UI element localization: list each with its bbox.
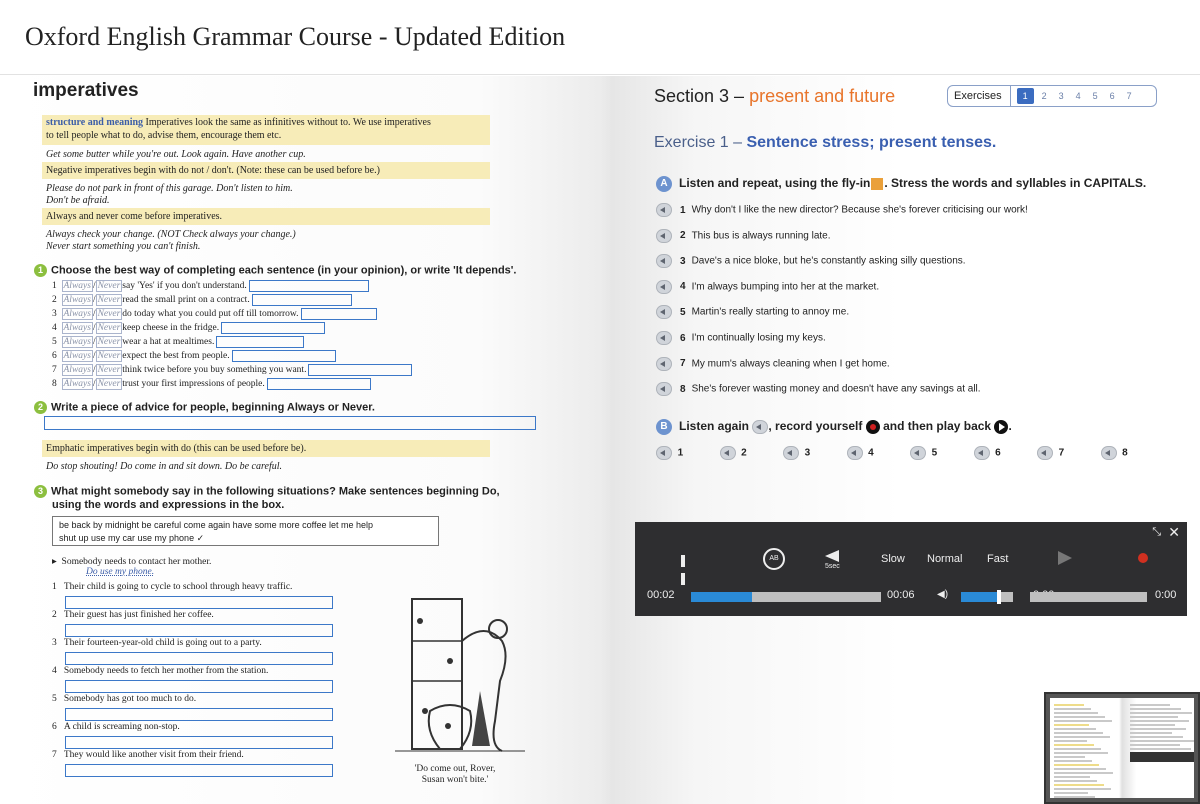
answer-input[interactable]: [221, 322, 325, 334]
always-chip[interactable]: Always: [63, 337, 91, 348]
item-text: She's forever wasting money and doesn't have any savings at all.: [691, 383, 981, 395]
instruction-b: [656, 419, 1012, 435]
sentence-text: wear a hat at mealtimes.: [122, 337, 215, 348]
time-total: 00:06: [887, 589, 915, 601]
question-1-text: Choose the best way of completing each sentence (in your opinion), or write 'It depends'.: [51, 264, 517, 277]
grammar-example: Get some butter while you're out. Look again. Have another cup.: [46, 149, 306, 160]
situation-number: 4: [52, 666, 57, 676]
situation-number: 2: [52, 610, 57, 620]
grammar-text: Negative imperatives begin with do not / don't. (Note: these can be used before be.): [46, 165, 380, 176]
instruction-b-text: Listen again: [679, 419, 750, 434]
illustration-caption: [395, 764, 515, 786]
thumbnail-line: [1054, 708, 1091, 710]
exercise-item: [656, 357, 890, 371]
never-chip[interactable]: Never: [97, 323, 121, 334]
exercise-item: [656, 382, 981, 396]
speaker-icon[interactable]: [656, 254, 672, 268]
thumbnail-line: [1054, 760, 1092, 762]
speaker-icon: [910, 446, 926, 460]
speaker-icon[interactable]: [656, 331, 672, 345]
exercise-tab-6[interactable]: 6: [1109, 91, 1115, 101]
situation-number: 7: [52, 750, 57, 760]
grammar-text: to tell people what to do, advise them, encourage them etc.: [46, 130, 282, 141]
speaker-icon: [847, 446, 863, 460]
thumbnail-line: [1054, 796, 1095, 798]
situation-answer-input[interactable]: [65, 624, 333, 637]
thumbnail-line: [1130, 704, 1170, 706]
sentence-number: 3: [52, 309, 57, 320]
thumbnail-line: [1130, 712, 1192, 714]
situation-number: 1: [52, 582, 57, 592]
playback-item[interactable]: [783, 446, 810, 460]
letter-b-icon: B: [656, 419, 672, 435]
exercises-label: Exercises: [948, 86, 1011, 106]
never-chip[interactable]: Never: [97, 351, 121, 362]
situation-answer-input[interactable]: [65, 764, 333, 777]
close-icon[interactable]: ✕: [1168, 524, 1180, 540]
situation-number: 6: [52, 722, 57, 732]
situation-number: 5: [52, 694, 57, 704]
speaker-icon[interactable]: [656, 203, 672, 217]
speaker-icon[interactable]: [656, 280, 672, 294]
question-number-icon: 1: [34, 264, 47, 277]
grammar-text: Always and never come before imperatives.: [46, 211, 223, 222]
situation-sentence: Their fourteen-year-old child is going out to a party.: [63, 638, 262, 648]
example-text: Somebody needs to contact her mother.: [61, 557, 212, 567]
record-icon: [866, 420, 880, 434]
app-header: [0, 0, 1200, 75]
thumbnail-line: [1130, 736, 1183, 738]
ab-repeat-button[interactable]: AB: [763, 548, 785, 570]
thumbnail-line: [1054, 732, 1103, 734]
playback-number: 7: [1058, 447, 1065, 459]
grammar-example: Do stop shouting! Do come in and sit down. Do be careful.: [46, 461, 283, 472]
grammar-example: Don't be afraid.: [46, 195, 110, 206]
never-chip[interactable]: Never: [97, 281, 121, 292]
situation-text: [52, 750, 244, 760]
answer-input[interactable]: [267, 378, 371, 390]
play-recording-button[interactable]: [1058, 551, 1072, 565]
answer-input[interactable]: [232, 350, 336, 362]
skip-back-button[interactable]: [825, 550, 840, 570]
sentence-row: 7 Always / Never think twice before you buy something you want.: [52, 364, 412, 377]
speed-normal-button[interactable]: Normal: [927, 553, 963, 565]
section-heading: [654, 86, 895, 107]
exercise-name: Sentence stress; present tenses.: [746, 134, 997, 151]
sentence-row: 4 Always / Never keep cheese in the fridge.: [52, 322, 325, 335]
thumbnail-line: [1054, 744, 1094, 746]
thumbnail-line: [1130, 708, 1181, 710]
instruction-a: [656, 176, 1146, 192]
exercise-tab-7[interactable]: 7: [1126, 91, 1132, 101]
volume-knob[interactable]: [997, 590, 1001, 604]
instruction-b-text: and then play back: [883, 419, 992, 434]
situation-answer-input[interactable]: [65, 708, 333, 721]
thumbnail-line: [1054, 704, 1084, 706]
exercise-tab-2[interactable]: 2: [1041, 91, 1047, 101]
always-chip[interactable]: Always: [63, 365, 91, 376]
sentence-text: do today what you could put off till tomorrow.: [122, 309, 299, 320]
thumbnail-line: [1054, 752, 1108, 754]
sentence-row: 1 Always / Never say 'Yes' if you don't understand.: [52, 280, 369, 293]
speaker-icon[interactable]: [656, 357, 672, 371]
thumbnail-line: [1130, 744, 1180, 746]
item-number: 5: [680, 307, 686, 319]
speaker-icon: [974, 446, 990, 460]
situation-answer-input[interactable]: [65, 596, 333, 609]
answer-input[interactable]: [252, 294, 352, 306]
audio-player: [635, 522, 1187, 616]
volume-fill: [961, 592, 997, 602]
speaker-icon[interactable]: [656, 229, 672, 243]
playback-number: 3: [804, 447, 811, 459]
answer-input[interactable]: [216, 336, 304, 348]
thumbnail-line: [1054, 780, 1097, 782]
thumbnail-line: [1054, 784, 1104, 786]
exercise-item: [656, 331, 826, 345]
speaker-icon: [720, 446, 736, 460]
instruction-a-text: . Stress the words and syllables in CAPITALS.: [884, 176, 1147, 191]
sentence-text: think twice before you buy something you want.: [122, 365, 307, 376]
thumbnail-line: [1130, 724, 1175, 726]
playback-item[interactable]: [656, 446, 683, 460]
sentence-number: 4: [52, 323, 57, 334]
sentence-number: 6: [52, 351, 57, 362]
item-number: 7: [680, 358, 686, 370]
progress-bar[interactable]: [691, 592, 881, 602]
playback-item[interactable]: [974, 446, 1001, 460]
exercise-tabs: [947, 85, 1157, 107]
speed-fast-button[interactable]: Fast: [987, 553, 1009, 565]
grammar-example: Always check your change. (NOT Check always your change.): [46, 229, 296, 240]
situation-text: [52, 694, 196, 704]
always-chip[interactable]: Always: [63, 309, 91, 320]
thumbnail-line: [1054, 728, 1096, 730]
thumbnail-line: [1054, 776, 1090, 778]
playback-item[interactable]: [1101, 446, 1128, 460]
phrase-box: [52, 516, 439, 546]
question-3-text: What might somebody say in the following situations? Make sentences beginning Do,: [51, 485, 500, 498]
pause-button[interactable]: [681, 554, 693, 566]
question-2-text: Write a piece of advice for people, beginning Always or Never.: [51, 401, 375, 414]
never-chip[interactable]: Never: [97, 295, 121, 306]
section-label: Section 3 –: [654, 86, 750, 106]
playback-item[interactable]: [910, 446, 937, 460]
speaker-icon: [1037, 446, 1053, 460]
grammar-example: Never start something you can't finish.: [46, 241, 201, 252]
item-number: 2: [680, 230, 686, 242]
item-number: 3: [680, 255, 686, 267]
thumbnail-line: [1054, 720, 1112, 722]
speaker-icon: [1101, 446, 1117, 460]
situation-text: [52, 582, 292, 592]
never-chip[interactable]: Never: [97, 379, 121, 390]
sentence-number: 2: [52, 295, 57, 306]
item-text: I'm always bumping into her at the market.: [691, 281, 880, 293]
situation-sentence: Somebody needs to fetch her mother from the station.: [63, 666, 269, 676]
always-chip[interactable]: Always: [63, 351, 91, 362]
situation-sentence: Their guest has just finished her coffee.: [63, 610, 214, 620]
always-chip[interactable]: Always: [63, 379, 91, 390]
exercise-tab-4[interactable]: 4: [1075, 91, 1081, 101]
always-chip[interactable]: Always: [63, 295, 91, 306]
sentence-text: trust your first impressions of people.: [122, 379, 265, 390]
app-title: Oxford English Grammar Course - Updated Edition: [25, 22, 566, 51]
recording-bar: [1030, 592, 1147, 602]
thumbnail-line: [1130, 716, 1178, 718]
volume-slider[interactable]: [961, 592, 1013, 602]
question-3-text-line2: using the words and expressions in the box.: [52, 499, 285, 511]
playback-item[interactable]: [1037, 446, 1064, 460]
exercise-item: [656, 203, 1028, 217]
playback-time: 0:00: [1155, 589, 1177, 601]
question-1: [34, 264, 516, 277]
speaker-icon[interactable]: [656, 305, 672, 319]
thumbnail-line: [1130, 728, 1186, 730]
playback-number: 5: [931, 447, 938, 459]
always-chip[interactable]: Always: [63, 281, 91, 292]
situation-text: [52, 666, 268, 676]
item-text: I'm continually losing my keys.: [691, 332, 826, 344]
grammar-example: Please do not park in front of this garage. Don't listen to him.: [46, 183, 293, 194]
answer-input[interactable]: [249, 280, 369, 292]
volume-icon[interactable]: ◀): [937, 589, 949, 600]
thumbnail-line: [1130, 720, 1189, 722]
thumbnail-line: [1054, 764, 1099, 766]
thumbnail-player: [1130, 752, 1194, 762]
speed-slow-button[interactable]: Slow: [881, 553, 905, 565]
situation-text: [52, 638, 262, 648]
thumbnail-page: [1050, 698, 1194, 798]
situation-answer-input[interactable]: [65, 652, 333, 665]
answer-input[interactable]: [301, 308, 377, 320]
playback-number: 1: [677, 447, 684, 459]
exercise-tab-numbers: [1011, 88, 1138, 104]
speaker-icon[interactable]: [656, 382, 672, 396]
answer-input[interactable]: [308, 364, 412, 376]
thumbnail-line: [1130, 740, 1194, 742]
section-topic: present and future: [749, 86, 896, 106]
sentence-row: 3 Always / Never do today what you could put off till tomorrow.: [52, 308, 377, 321]
never-chip[interactable]: Never: [97, 365, 121, 376]
sentence-text: read the small print on a contract.: [122, 295, 250, 306]
thumbnail-line: [1054, 712, 1098, 714]
speaker-icon: [752, 420, 768, 434]
thumbnail-line: [1054, 768, 1106, 770]
playback-number: 4: [868, 447, 874, 459]
sentence-number: 5: [52, 337, 57, 348]
sentence-text: expect the best from people.: [122, 351, 230, 362]
grammar-text-part: Imperatives look the same as infinitives without to. We use imperatives: [143, 117, 431, 128]
question-3: [34, 485, 500, 498]
time-current: 00:02: [647, 589, 675, 601]
exercise-tab-5[interactable]: 5: [1092, 91, 1098, 101]
fly-in-icon[interactable]: [871, 178, 883, 190]
item-text: Why don't I like the new director? Because she's forever criticising our work!: [691, 204, 1028, 216]
thumbnail-line: [1054, 724, 1089, 726]
item-text: Martin's really starting to annoy me.: [691, 307, 850, 319]
question-number-icon: 3: [34, 485, 47, 498]
shrink-icon[interactable]: ⤡: [1152, 526, 1161, 538]
book-spread: [0, 76, 1200, 804]
sentence-number: 8: [52, 379, 57, 390]
page-heading: imperatives: [33, 80, 139, 101]
situation-sentence: They would like another visit from their friend.: [63, 750, 244, 760]
playback-number: 6: [995, 447, 1001, 459]
exercise-tab-1[interactable]: 1: [1017, 88, 1034, 104]
situation-sentence: A child is screaming non-stop.: [63, 722, 180, 732]
instruction-b-text: , record yourself: [768, 419, 863, 434]
playback-number: 2: [741, 447, 747, 459]
sentence-row: 2 Always / Never read the small print on a contract.: [52, 294, 352, 307]
instruction-a-text: Listen and repeat, using the fly-in: [679, 176, 871, 191]
question-2: [34, 401, 375, 414]
sentence-number: 7: [52, 365, 57, 376]
play-icon: [994, 420, 1008, 434]
thumbnail-line: [1054, 792, 1088, 794]
never-chip[interactable]: Never: [97, 337, 121, 348]
sentence-row: 6 Always / Never expect the best from people.: [52, 350, 336, 363]
page-thumbnail[interactable]: [1044, 692, 1200, 804]
exercise-item: [656, 254, 966, 268]
item-number: 8: [680, 383, 686, 395]
progress-fill: [691, 592, 752, 602]
exercise-item: [656, 280, 879, 294]
sentence-text: keep cheese in the fridge.: [122, 323, 220, 334]
dog-illustration: [390, 581, 530, 761]
advice-input[interactable]: [44, 416, 536, 430]
situation-number: 3: [52, 638, 57, 648]
thumbnail-line: [1054, 756, 1085, 758]
exercise-item: [656, 229, 831, 243]
situation-text: [52, 610, 214, 620]
situation-sentence: Somebody has got too much to do.: [63, 694, 197, 704]
sentence-text: say 'Yes' if you don't understand.: [122, 281, 247, 292]
sentence-row: 8 Always / Never trust your first impressions of people.: [52, 378, 371, 391]
exercise-title: [654, 134, 996, 152]
playback-item[interactable]: [720, 446, 747, 460]
grammar-text: [46, 116, 431, 129]
grammar-text: Emphatic imperatives begin with do (this can be used before be).: [46, 443, 307, 454]
example-answer: Do use my phone.: [86, 567, 155, 577]
thumbnail-line: [1054, 748, 1101, 750]
item-number: 6: [680, 332, 686, 344]
exercise-label: Exercise 1 –: [654, 134, 747, 151]
exercise-item: [656, 305, 849, 319]
speaker-icon: [656, 446, 672, 460]
situation-text: [52, 722, 180, 732]
grammar-term: structure and meaning: [46, 117, 144, 128]
sentence-number: 1: [52, 281, 57, 292]
thumbnail-line: [1130, 748, 1191, 750]
thumbnail-line: [1054, 772, 1113, 774]
item-number: 4: [680, 281, 686, 293]
item-number: 1: [680, 204, 686, 216]
item-text: Dave's a nice bloke, but he's constantly asking silly questions.: [691, 255, 966, 267]
letter-a-icon: A: [656, 176, 672, 192]
situation-sentence: Their child is going to cycle to school through heavy traffic.: [63, 582, 293, 592]
caption-line: Susan won't bite.': [421, 775, 489, 785]
phrase-box-line: be back by midnight be careful come again have some more coffee let me help: [59, 520, 374, 530]
item-text: This bus is always running late.: [691, 230, 831, 242]
exercise-tab-3[interactable]: 3: [1058, 91, 1064, 101]
thumbnail-line: [1054, 740, 1087, 742]
speaker-icon: [783, 446, 799, 460]
item-text: My mum's always cleaning when I get home.: [691, 358, 890, 370]
playback-item[interactable]: [847, 446, 874, 460]
always-chip[interactable]: Always: [63, 323, 91, 334]
record-button[interactable]: [1138, 553, 1148, 563]
question-number-icon: 2: [34, 401, 47, 414]
playback-number: 8: [1122, 447, 1128, 459]
never-chip[interactable]: Never: [97, 309, 121, 320]
skip-label: 5sec: [825, 563, 840, 570]
phrase-box-line: shut up use my car use my phone ✓: [59, 533, 205, 543]
caption-line: 'Do come out, Rover,: [414, 764, 496, 774]
instruction-b-text: .: [1008, 419, 1012, 434]
sentence-row: 5 Always / Never wear a hat at mealtimes.: [52, 336, 304, 349]
thumbnail-line: [1054, 736, 1110, 738]
example-situation: ▸ Somebody needs to contact her mother.: [52, 557, 212, 567]
thumbnail-line: [1054, 788, 1111, 790]
situation-answer-input[interactable]: [65, 680, 333, 693]
thumbnail-line: [1130, 732, 1172, 734]
thumbnail-line: [1054, 716, 1105, 718]
situation-answer-input[interactable]: [65, 736, 333, 749]
